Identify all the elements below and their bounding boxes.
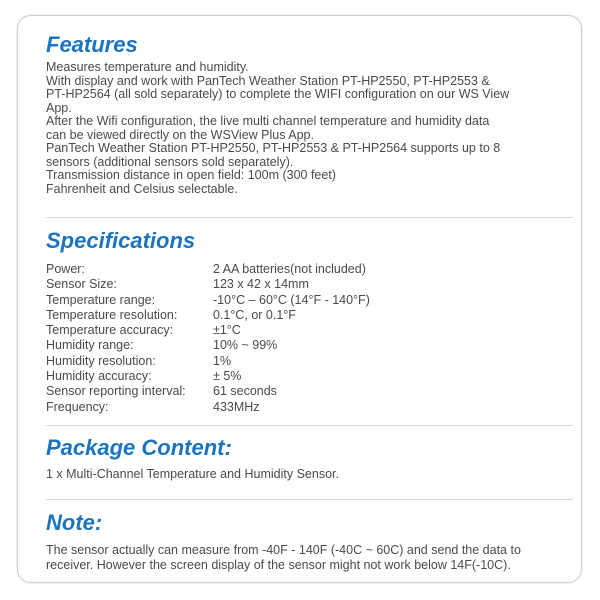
spec-label: Sensor reporting interval: xyxy=(46,384,186,399)
spec-value: 433MHz xyxy=(213,399,260,414)
spec-row xyxy=(46,354,555,369)
specifications-heading: Specifications xyxy=(46,228,196,253)
spec-label: Temperature resolution: xyxy=(46,307,178,322)
spec-row xyxy=(46,262,555,277)
note-line: The sensor actually can measure from -40F - 140F (-40C ~ 60C) and send the data to xyxy=(46,543,521,557)
spec-label: Power: xyxy=(46,262,85,276)
features-line: Measures temperature and humidity. xyxy=(46,60,249,74)
spec-value: ± 5% xyxy=(213,369,242,384)
specifications-table xyxy=(46,262,555,415)
spec-label: Humidity resolution: xyxy=(46,353,156,368)
features-line: App. xyxy=(46,100,72,115)
spec-row xyxy=(46,277,555,292)
spec-row xyxy=(46,384,555,399)
features-line: Fahrenheit and Celsius selectable. xyxy=(46,181,238,196)
spec-label: Temperature range: xyxy=(46,292,156,307)
section-divider xyxy=(46,217,573,218)
note-heading: Note: xyxy=(46,510,103,535)
section-divider xyxy=(46,499,573,500)
note-section xyxy=(46,510,555,573)
spec-label: Humidity range: xyxy=(46,338,134,353)
features-line: Transmission distance in open field: 100m (300 feet) xyxy=(46,168,336,182)
product-info-card xyxy=(17,15,582,583)
spec-value: 0.1°C, or 0.1°F xyxy=(213,307,296,322)
spec-row xyxy=(46,400,555,415)
spec-row xyxy=(46,308,555,323)
specifications-section xyxy=(46,228,555,415)
spec-row xyxy=(46,338,555,353)
note-text xyxy=(46,543,555,573)
features-line: sensors (additional sensors sold separately). xyxy=(46,154,294,169)
package-heading: Package Content: xyxy=(46,435,232,460)
section-divider xyxy=(46,425,573,426)
spec-label: Humidity accuracy: xyxy=(46,369,152,384)
features-text xyxy=(46,61,555,196)
features-heading: Features xyxy=(46,32,138,57)
features-line: PanTech Weather Station PT-HP2550, PT-HP2553 & PT-HP2564 supports up to 8 xyxy=(46,141,501,155)
package-section xyxy=(46,435,555,482)
features-line: After the Wifi configuration, the live multi channel temperature and humidity data xyxy=(46,114,490,128)
spec-value: -10°C – 60°C (14°F - 140°F) xyxy=(213,292,370,307)
spec-value: 10% ~ 99% xyxy=(213,338,278,353)
features-line: PT-HP2564 (all sold separately) to complete the WIFI configuration on our WS View xyxy=(46,87,510,101)
spec-value: ±1°C xyxy=(213,323,241,338)
spec-row xyxy=(46,293,555,308)
spec-value: 2 AA batteries(not included) xyxy=(213,262,366,276)
spec-label: Temperature accuracy: xyxy=(46,323,174,338)
package-text: 1 x Multi-Channel Temperature and Humidity Sensor. xyxy=(46,467,339,481)
spec-value: 1% xyxy=(213,353,232,368)
spec-value: 123 x 42 x 14mm xyxy=(213,277,309,292)
note-line: receiver. However the screen display of the sensor might not work below 14F(-10C). xyxy=(46,558,511,572)
spec-row xyxy=(46,369,555,384)
spec-label: Frequency: xyxy=(46,399,109,414)
features-line: With display and work with PanTech Weather Station PT-HP2550, PT-HP2553 & xyxy=(46,73,490,88)
spec-row xyxy=(46,323,555,338)
spec-value: 61 seconds xyxy=(213,384,277,399)
features-section xyxy=(46,32,555,196)
spec-label: Sensor Size: xyxy=(46,277,117,292)
features-line: can be viewed directly on the WSView Plus App. xyxy=(46,127,314,142)
